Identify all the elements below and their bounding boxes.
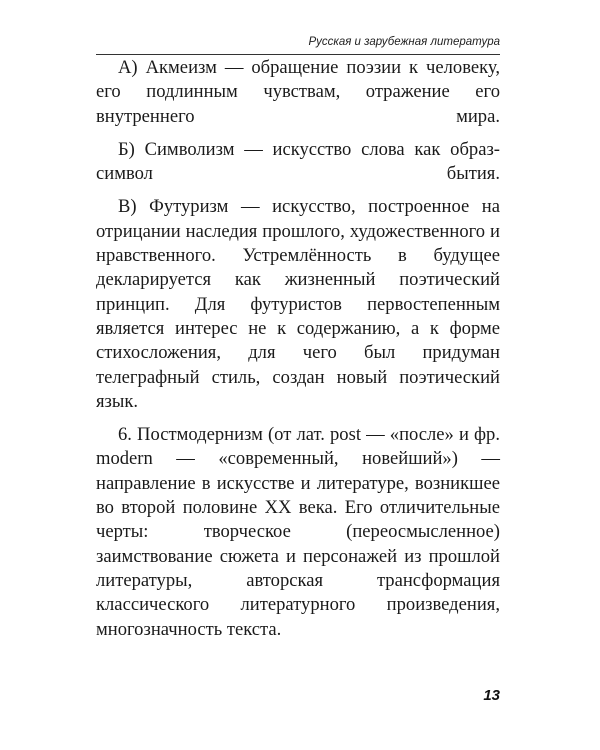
paragraph-acmeism: А) Акмеизм — обращение поэзии к человеку, его подлинным чувствам, отражение его внутреннего мира. (96, 57, 500, 127)
body-text (96, 56, 500, 642)
paragraph-postmodernism: 6. Постмодернизм (от лат. post — «после» и фр. modern — «современный, новейший») — направление в искусстве и литературе, возникшее во второй половине XX века. Его отличительные черты: творческое (переосмысленное) заимствование сюжета и персонажей из прошлой литературы, авторская трансформация классического литературного произведения, многозначность текста. (96, 424, 500, 640)
running-title: Русская и зарубежная литература (308, 36, 500, 48)
header-rule (96, 54, 500, 55)
paragraph-symbolism: Б) Символизм — искусство слова как образ-символ бытия. (96, 138, 500, 185)
page-number: 13 (483, 687, 500, 704)
paragraph-futurism: В) Футуризм — искусство, построенное на отрицании наследия прошлого, художественного и нравственного. Устремлённость в будущее декларируется как жизненный поэтический принцип. Для футуристов первостепенным является интерес не к содержанию, а к форме стихосложения, для чего был придуман телеграфный стиль, создан новый поэтический язык. (96, 196, 500, 412)
